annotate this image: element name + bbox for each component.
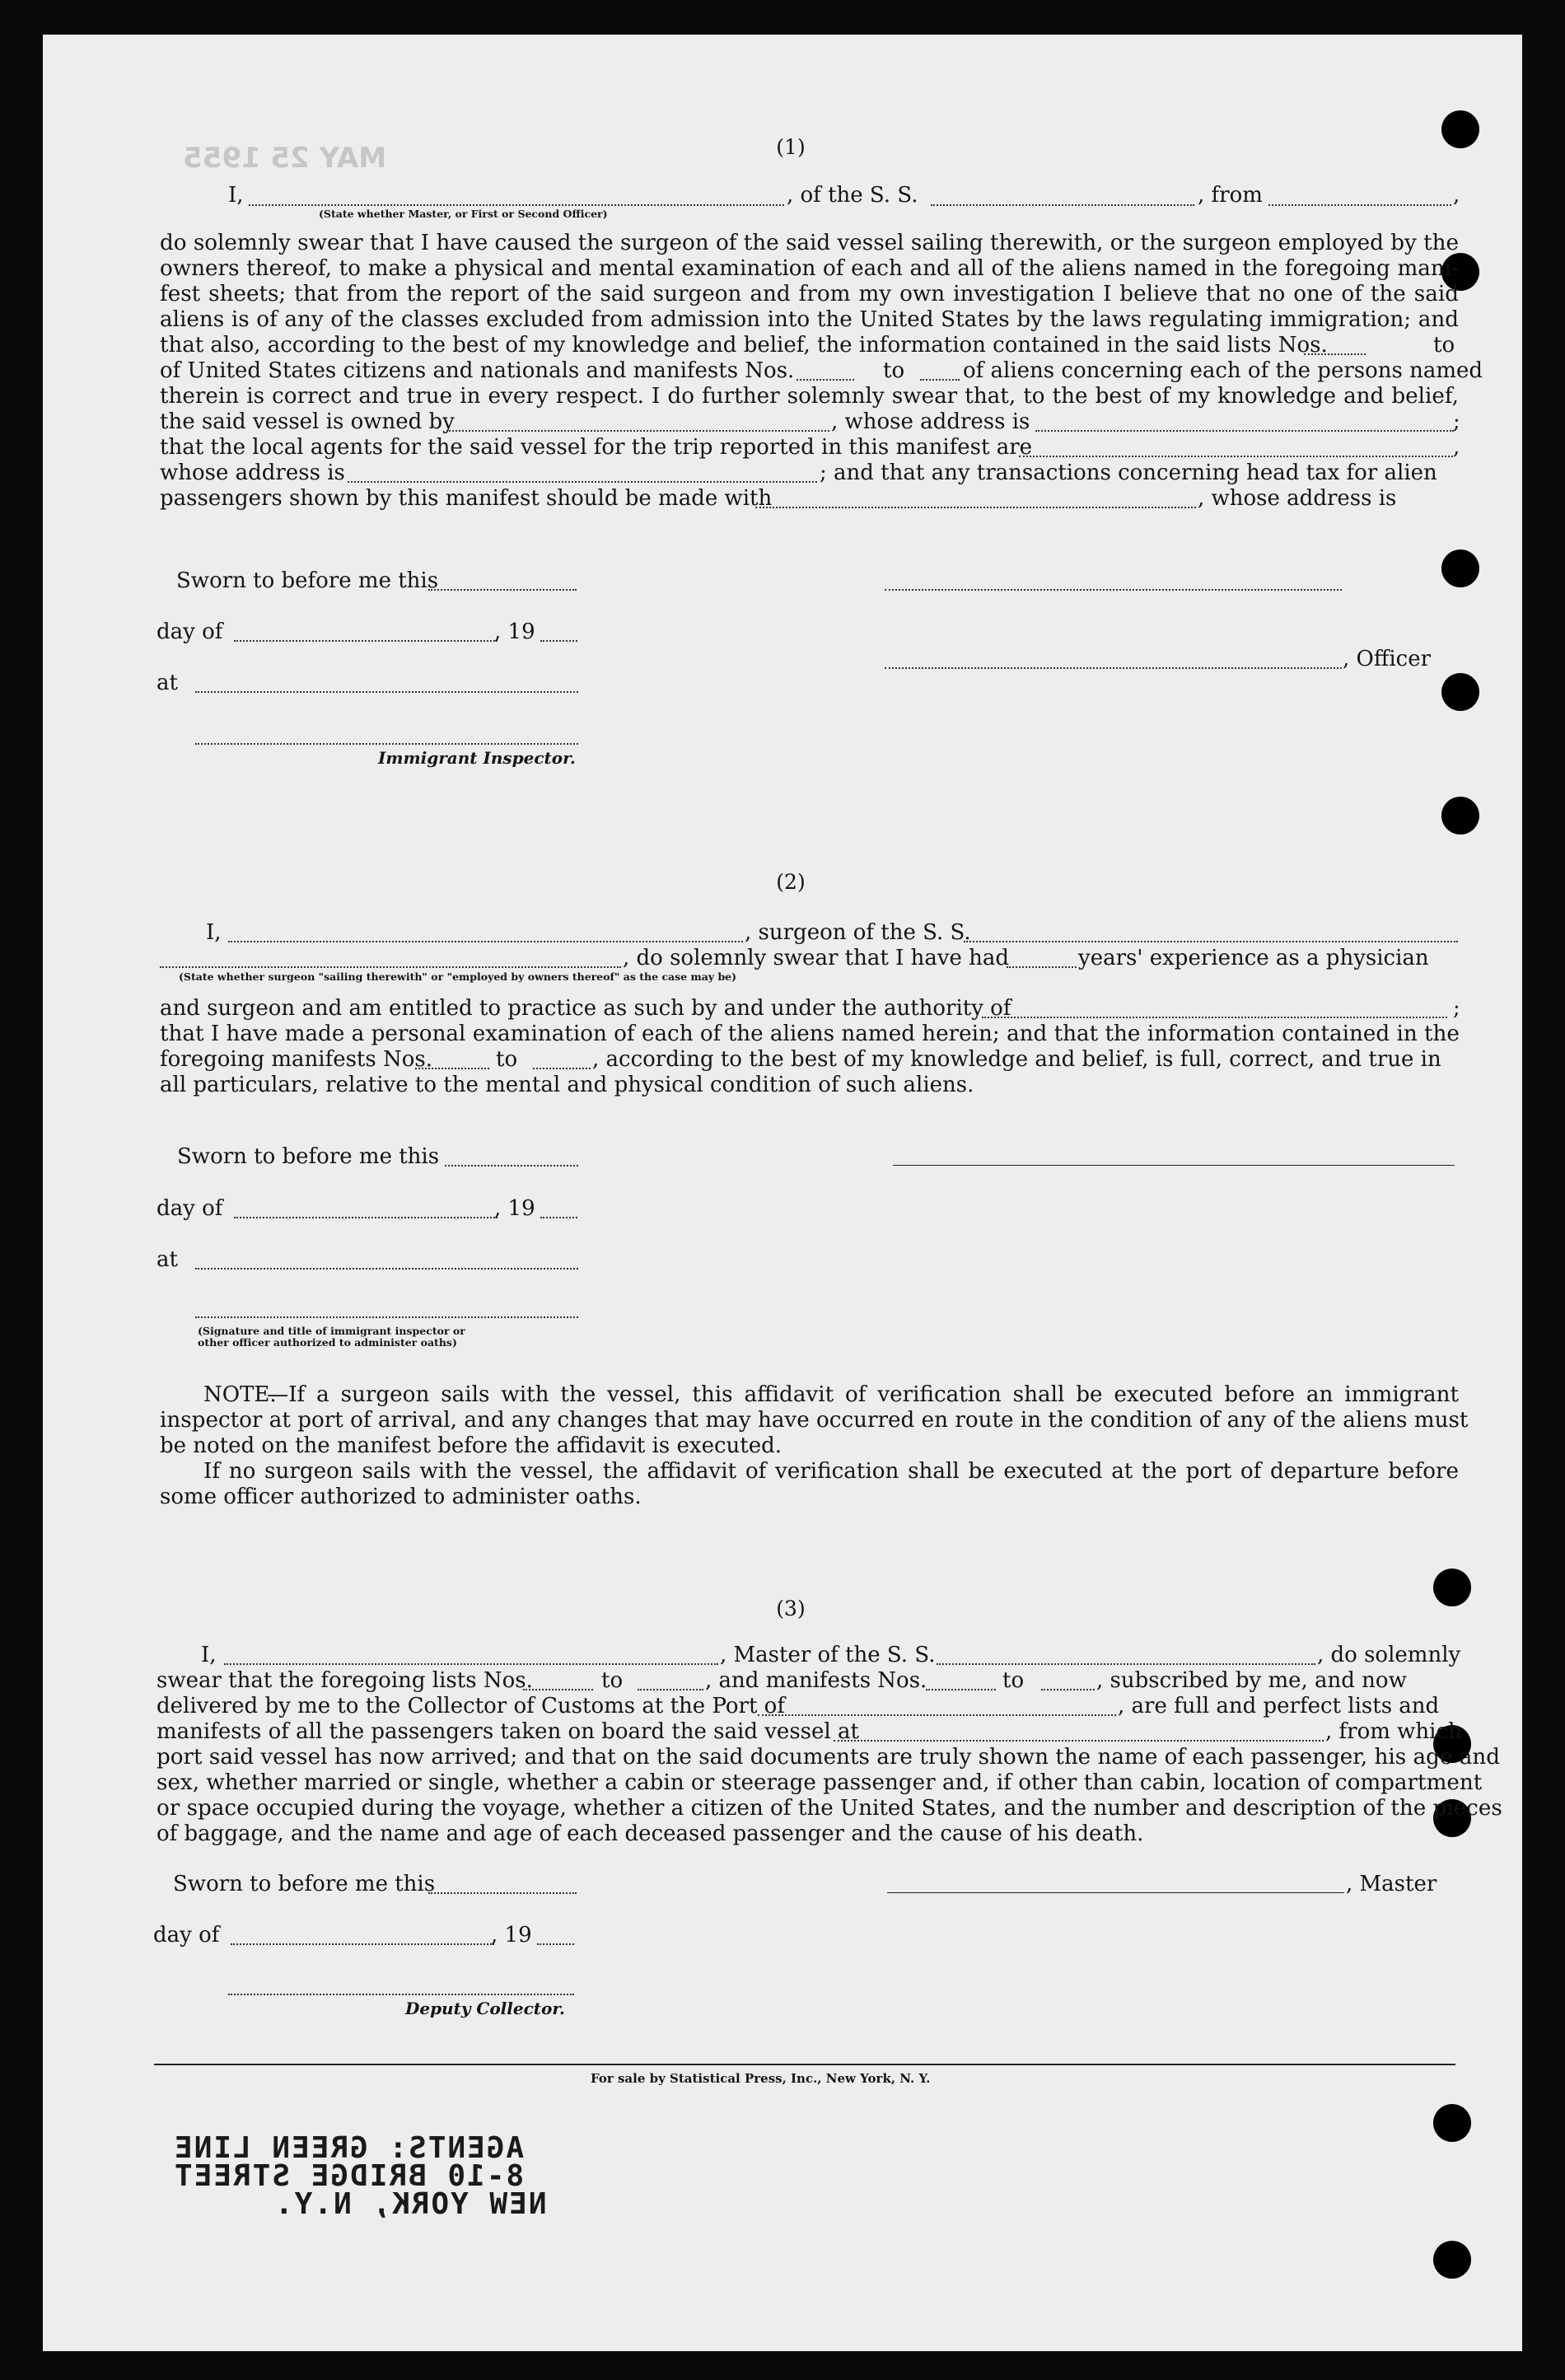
s2-surgeon-status-field[interactable] xyxy=(160,966,621,968)
punch-hole xyxy=(1441,549,1479,587)
s2-at-label: at xyxy=(156,1247,178,1272)
s1-lists-from-field[interactable] xyxy=(1304,353,1366,355)
agent-stamp-line: AGENTS: GREEN LINE xyxy=(173,2131,525,2165)
s2-surgeon-name-field[interactable] xyxy=(228,941,743,942)
s3-i-label: I, xyxy=(201,1643,217,1667)
s2-year-label: , 19 xyxy=(494,1196,535,1221)
s1-sworn-field[interactable] xyxy=(428,589,577,591)
punch-hole xyxy=(1441,673,1479,711)
s1-inspector-caption: Immigrant Inspector. xyxy=(378,748,576,768)
s3-lists-from-field[interactable] xyxy=(523,1689,593,1690)
s2-authority-field[interactable] xyxy=(982,1017,1447,1018)
s1-officer-field[interactable] xyxy=(249,204,784,206)
s2-line6: all particulars, relative to the mental and physical condition of such aliens. xyxy=(160,1073,974,1097)
s3-subscribed: , subscribed by me, and now xyxy=(1096,1668,1407,1693)
s2-sig-caption: other officer authorized to administer oaths) xyxy=(198,1336,457,1349)
s1-head-tax-field[interactable] xyxy=(755,507,1196,508)
s1-semicolon: ; xyxy=(1453,409,1460,434)
s3-master-label: , Master xyxy=(1346,1872,1437,1896)
s1-agents-comma: , xyxy=(1453,435,1460,460)
s1-of-ss-label: , of the S. S. xyxy=(787,183,918,208)
s3-taken-label: manifests of all the passengers taken on board the said vessel at xyxy=(156,1719,859,1744)
form-page xyxy=(43,35,1522,2351)
s1-agents-address-label: whose address is xyxy=(160,461,345,485)
s2-vessel-field[interactable] xyxy=(964,941,1458,942)
s1-body-line: owners thereof, to make a physical and mental examination of each and all of the aliens named in the foregoing mani- xyxy=(160,256,1459,281)
s1-at-field[interactable] xyxy=(195,691,578,693)
punch-hole xyxy=(1433,1569,1471,1606)
s1-head-tax-label: passengers shown by this manifest should be made with xyxy=(160,486,773,511)
s3-master-ss-label: , Master of the S. S. xyxy=(720,1643,936,1667)
s3-master-signature-line[interactable] xyxy=(887,1892,1344,1893)
s3-day-field[interactable] xyxy=(231,1943,494,1945)
s1-line8: therein is correct and true in every respect. I do further solemnly swear that, to the best of my knowledge and belief, xyxy=(160,384,1459,409)
s3-perfect-lists: , are full and perfect lists and xyxy=(1118,1694,1440,1718)
s3-body-line: or space occupied during the voyage, whether a citizen of the United States, and the number and description of the pieces xyxy=(156,1796,1502,1821)
s3-year-label: , 19 xyxy=(491,1923,532,1947)
note-label: NOTE. xyxy=(203,1382,277,1407)
s2-manifests-from-field[interactable] xyxy=(415,1068,489,1069)
s1-body-line: aliens is of any of the classes excluded from admission into the United States by the laws regulating immigration; and xyxy=(160,307,1459,332)
s1-i-label: I, xyxy=(228,183,244,208)
s2-manifests-to: to xyxy=(496,1047,518,1072)
s1-agents-label: that the local agents for the said vessel for the trip reported in this manifest are xyxy=(160,435,1033,460)
s2-year-field[interactable] xyxy=(540,1217,577,1218)
footer-rule xyxy=(154,2064,1455,2065)
s3-body-line: sex, whether married or single, whether a cabin or steerage passenger and, if other than cabin, location of compartment xyxy=(156,1770,1483,1795)
s1-comma: , xyxy=(1453,183,1460,208)
s3-from-which: , from which xyxy=(1325,1719,1462,1744)
s2-inspector-sign-line[interactable] xyxy=(195,1316,578,1318)
s1-at-label: at xyxy=(156,671,178,695)
s2-sworn-field[interactable] xyxy=(445,1165,578,1167)
s3-manifests-to: to xyxy=(1002,1668,1025,1693)
s2-signature-line[interactable] xyxy=(893,1165,1455,1166)
agent-stamp-line: 8-10 BRIDGE STREET xyxy=(173,2159,525,2193)
s1-line6: that also, according to the best of my knowledge and belief, the information contained in the said lists Nos. xyxy=(160,333,1328,358)
bleed-through-date: MAY 25 1955 xyxy=(183,142,387,175)
s3-body-line: of baggage, and the name and age of each deceased passenger and the cause of his death. xyxy=(156,1821,1144,1846)
s1-from-label: , from xyxy=(1198,183,1263,208)
agent-stamp-line: NEW YORK, N.Y. xyxy=(273,2187,547,2221)
publisher-footer: For sale by Statistical Press, Inc., New York, N. Y. xyxy=(591,2071,931,2086)
s3-manifests-label: , and manifests Nos. xyxy=(705,1668,927,1693)
s2-line5-rest: , according to the best of my knowledge and belief, is full, correct, and true in xyxy=(592,1047,1441,1072)
s3-boarded-at-field[interactable] xyxy=(834,1740,1324,1742)
s1-day-field[interactable] xyxy=(234,640,498,642)
s2-sworn-label: Sworn to before me this xyxy=(177,1144,440,1169)
s1-line7a: of United States citizens and nationals and manifests Nos. xyxy=(160,358,795,383)
s2-day-field[interactable] xyxy=(234,1217,498,1218)
s1-agents-address-field[interactable] xyxy=(348,481,817,483)
punch-hole xyxy=(1441,797,1479,835)
s1-from-field[interactable] xyxy=(1268,204,1451,206)
s3-master-name-field[interactable] xyxy=(224,1663,718,1665)
s3-lists-to: to xyxy=(601,1668,624,1693)
s1-sworn-label: Sworn to before me this xyxy=(176,568,439,593)
s3-sworn-label: Sworn to before me this xyxy=(173,1872,436,1896)
punch-hole xyxy=(1433,2104,1471,2142)
s2-physician-text: years' experience as a physician xyxy=(1078,946,1429,970)
s2-day-of-label: day of xyxy=(156,1196,223,1221)
s1-officer-label: , Officer xyxy=(1343,647,1432,671)
s2-line4: that I have made a personal examination of each of the aliens named herein; and that the information contained in the xyxy=(160,1022,1460,1046)
s1-officer-sign-line-2[interactable] xyxy=(885,667,1342,669)
s1-owner-address-field[interactable] xyxy=(1035,430,1454,432)
s2-semicolon: ; xyxy=(1453,996,1460,1021)
s2-i-label: I, xyxy=(206,920,222,945)
s1-head-tax-text: ; and that any transactions concerning head tax for alien xyxy=(820,461,1437,485)
s3-port-field[interactable] xyxy=(758,1714,1116,1716)
s3-lists-to-field[interactable] xyxy=(638,1689,703,1690)
punch-hole xyxy=(1433,2241,1471,2279)
s1-manifest-from-field[interactable] xyxy=(797,379,854,381)
note-line: some officer authorized to administer oaths. xyxy=(160,1485,642,1509)
s3-deputy-sign-line[interactable] xyxy=(228,1994,574,1995)
s1-line7c: of aliens concerning each of the persons named xyxy=(963,358,1483,383)
note-line: —If a surgeon sails with the vessel, this affidavit of verification shall be executed before an immigrant xyxy=(267,1382,1459,1407)
s1-vessel-field[interactable] xyxy=(931,204,1194,206)
section-2-number: (2) xyxy=(776,870,806,894)
s3-sworn-field[interactable] xyxy=(428,1892,577,1894)
s1-day-of-label: day of xyxy=(156,620,223,644)
s3-solemnly: , do solemnly xyxy=(1317,1643,1461,1667)
s1-manifest-to-field[interactable] xyxy=(920,379,960,381)
s1-year-field[interactable] xyxy=(540,640,577,642)
note-line: If no surgeon sails with the vessel, the affidavit of verification shall be executed at the port of departure before xyxy=(203,1459,1459,1484)
s2-manifests-to-field[interactable] xyxy=(533,1068,591,1069)
section-3-number: (3) xyxy=(776,1597,806,1620)
s1-owner-field[interactable] xyxy=(446,430,829,432)
s2-manifests-label: foregoing manifests Nos. xyxy=(160,1047,432,1072)
s3-manifests-from-field[interactable] xyxy=(926,1689,996,1690)
s1-body-line: fest sheets; that from the report of the said surgeon and from my own investigation I believe that no one of the said xyxy=(160,282,1459,306)
s2-experience-text: , do solemnly swear that I have had xyxy=(623,946,1010,970)
s1-owner-address-label: , whose address is xyxy=(831,409,1030,434)
s2-at-field[interactable] xyxy=(195,1268,578,1269)
s3-lists-label: swear that the foregoing lists Nos. xyxy=(156,1668,533,1693)
s1-owner-label: the said vessel is owned by xyxy=(160,409,455,434)
s2-sig-caption: (Signature and title of immigrant inspector or xyxy=(198,1325,465,1337)
s3-vessel-field[interactable] xyxy=(937,1663,1315,1665)
s3-port-label: delivered by me to the Collector of Customs at the Port of xyxy=(156,1694,785,1718)
s3-body-line: port said vessel has now arrived; and that on the said documents are truly shown the name of each passenger, his age and xyxy=(156,1745,1501,1770)
s1-line6-to: to xyxy=(1433,333,1455,358)
s1-line7-to: to xyxy=(883,358,905,383)
s1-inspector-sign-line[interactable] xyxy=(195,743,578,745)
s3-year-field[interactable] xyxy=(537,1943,574,1945)
s2-surgeon-ss-label: , surgeon of the S. S. xyxy=(745,920,971,945)
s2-authority-text: and surgeon and am entitled to practice as such by and under the authority of xyxy=(160,996,1011,1021)
s1-agents-field[interactable] xyxy=(1019,456,1453,457)
section-1-number: (1) xyxy=(776,135,806,159)
s2-years-field[interactable] xyxy=(1007,966,1077,968)
note-line: be noted on the manifest before the affidavit is executed. xyxy=(160,1433,782,1458)
punch-hole xyxy=(1441,110,1479,148)
s1-year-label: , 19 xyxy=(494,620,535,644)
s3-manifests-to-field[interactable] xyxy=(1041,1689,1095,1690)
s3-deputy-caption: Deputy Collector. xyxy=(405,1999,566,2018)
s1-officer-sign-line-1[interactable] xyxy=(885,589,1342,591)
s3-day-of-label: day of xyxy=(153,1923,220,1947)
s1-head-tax-address-label: , whose address is xyxy=(1198,486,1397,511)
s1-officer-caption: (State whether Master, or First or Second Officer) xyxy=(319,208,608,220)
s1-body-line: do solemnly swear that I have caused the surgeon of the said vessel sailing therewith, or the surgeon employed by the xyxy=(160,231,1459,255)
note-line: inspector at port of arrival, and any changes that may have occurred en route in the condition of any of the aliens must xyxy=(160,1408,1469,1433)
s2-status-caption: (State whether surgeon "sailing therewith" or "employed by owners thereof" as the case may be) xyxy=(179,970,737,983)
